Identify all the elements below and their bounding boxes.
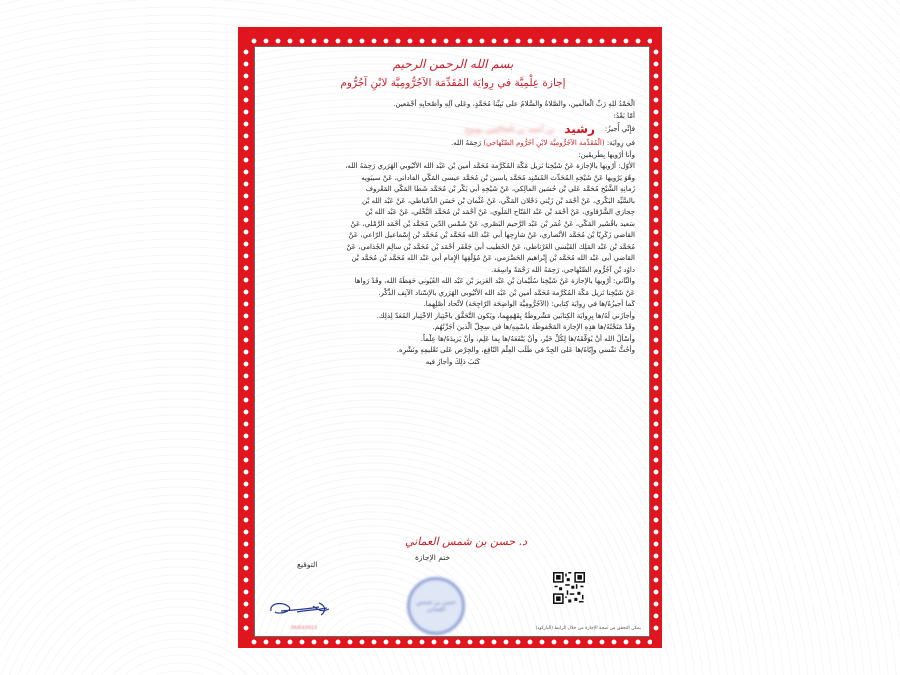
body-line: وأَجازَني لَهُ/ها بِرِوايَة الكِتابَين مَشْروطَةٌ بِفَهْمِهِما، ويَكون التَّحَقُّق باخْتِبار الاخْتِبار المُعَدّ لِذلِك. <box>376 311 635 320</box>
body-line: مُحَمَّد بْن عَبْد المَلِك القَيْسي الغَرْناطي، عَنْ الخَطيب أَبي جَعْفَر أَحْمَد بْن مُحَمَّد بْن سالِم الجُذامي، عَنْ <box>346 242 635 251</box>
riwaya-book: (الْمُقَدِّمة الآجُرُّومِيَّة لابْنِ آجُرُّوم الصِّنْهاجي) <box>483 139 605 147</box>
body-line: وأَحُثُّ نَفْسي وإِيّاهُ/ها عَلى الجِدّ في طَلَب العِلْم النّافِع، والحِرْص عَلى تَعْليمِهِ ونَشْرِه. <box>396 346 635 354</box>
certificate-page <box>254 46 650 637</box>
certificate-footer <box>255 517 649 637</box>
body-line: كَما أُجيزُهُ/ها في رِوايَة كِتابي: (الآجُرُّومِيَّة الواضِحَة الرّاجِحَة) لاتِّحاد أَصْلِهِما. <box>423 300 635 308</box>
certificate-content <box>271 55 635 368</box>
amma-bad-line: أمّا بَعْدُ: <box>613 111 635 120</box>
frame-scallop-bottom <box>248 638 652 646</box>
stamp-text: حسن بن شمس العماني <box>416 599 456 613</box>
grantee-name: رشيد <box>564 122 595 137</box>
certificate-stamp <box>407 577 465 635</box>
body-line: القاضي زَكَرِيّا بْن مُحَمَّد الأَنْصاري، عَنْ شارِحِها أَبي عَبْد الله مُحَمَّد بْن مُحَمَّد بْن إِسْماعيل الرّاعي، عَنْ <box>348 231 635 239</box>
body-line: الأوّل: أَرْويها بالإجازة عَنْ شَيْخِنا نَزيل مَكَّة المُكَرَّمة مُحَمَّد أَمين بْن عَبْد الله الأُتْيُوبي الهَرَري رَحِمَهُ الله، <box>345 162 635 170</box>
issue-date: 06/03/2023 <box>291 626 317 631</box>
body-line: وقَدْ مَنَحْتُهُ/ها هذِهِ الإجازة المَحْفوظَة باسْمِهِ/ها في سِجِلّ الَّذين أَجَزْتُهُم. <box>432 323 635 331</box>
body-line: بالسَّيِّد البَكْري، عَنْ أَحْمَد بْن زَيْني دَحْلان المَكّي، عَنْ عُثْمان بْن حَسَن الدِّمْياطي، عَنْ عَبْد الله بْن <box>362 196 635 205</box>
verification-note: يمكن التحقق من صحة الإجازة من خلال الرابط (الباركود) <box>535 626 641 631</box>
body-line: حِجازي الشَّرْقاوي، عَنْ أَحْمَد بْن عَبْد الفَتّاح المَلَوي، عَنْ أَحْمَد بْن مُحَمَّد النَّخْلي، عَنْ عَبْد الله بْن <box>365 208 635 216</box>
signature-label: التوقيع <box>297 560 318 569</box>
grantee-name-rest: بن أحمد بن الحاكمين يونوع <box>464 125 555 135</box>
body-line: عَنْ شَيْخِنا نَزيل مَكَّة المُكَرَّمة مُحَمَّد أَمين بْن عَبْد الله الأُتْيُوبي الهَرَري بالإسْناد الآنِف الذِّكْر. <box>378 288 635 297</box>
body-line: وأنا أَرْويها بِطَريقَين: <box>578 150 635 159</box>
stamp-label: ختم الإجازة <box>415 553 451 562</box>
riwaya-prefix: في رِوايَة: <box>606 139 635 147</box>
frame-scallop-top <box>248 37 652 45</box>
frame-scallop-left <box>242 46 250 637</box>
body-line: وأَسْأَلُ الله أَنْ يُوَفِّقَهُ/ها لِكُلِّ خَيْر، وأَنْ يَنْفَعَهُ/ها بِما عَلِم، وأَنْ يَزيدَهُ/ها عِلْماً. <box>420 334 635 343</box>
praise-line: الْحَمْدُ للهِ رَبِّ الْعالَمين، والصَّلاةُ والسَّلامُ على نَبِيِّنا مُحَمَّدٍ، وعَلى آلِهِ وأَصْحابِهِ أَجْمَعين. <box>393 100 635 108</box>
body-line: داوُد بْن آجُرُّوم الصِّنْهاجي، رَحِمَهُ الله رَحْمَةً واسِعَة. <box>490 265 635 274</box>
riwaya-suffix: رَحِمَهُ الله. <box>451 139 482 147</box>
body-line: وهُوَ يَرْويها عَنْ شَيْخِهِ المُحَدِّث المُسْنِد مُحَمَّد ياسين بْن مُحَمَّد عيسى المَكّي الفاداني، عَنْ سيبَويه <box>361 173 635 182</box>
grantee-row <box>271 122 635 138</box>
signer-name: د. حسن بن شمس العماني <box>405 535 528 548</box>
basmala: بسم الله الرحمن الرحيم <box>392 57 514 71</box>
verification-qr-code[interactable] <box>553 572 585 604</box>
handwritten-signature <box>267 597 337 621</box>
body-line: والثّاني: أَرْويها بالإجازة عَنْ شَيْخِنا سُلَيْمان بْن عَبْد العَزيز بْن عَبْد الله العُيُوني حَفِظَهُ الله، وقَدْ رَواها <box>354 277 635 285</box>
grantee-prefix: فإِنِّي أُجيزُ: <box>604 125 635 134</box>
closing-line: كَتَبَ ذلِكَ وأَجازَ فيه <box>425 357 481 366</box>
riwaya-line <box>271 138 635 150</box>
body-line: سَعيد باقُشَير المَكّي، عَنْ عُمَر بْن عَبْد الرَّحيم البَصْري، عَنْ شَمْس الدّين مُحَمَّد بْن أَحْمَد الرَّمْلي، عَنْ <box>350 219 635 228</box>
certificate-title: إجازة عِلْمِيَّة في رِوايَة المُقَدِّمَة الآجُرُّومِيَّة لابْنِ آجُرُّوم <box>340 77 566 89</box>
body-line: زَمانِهِ الشَّيْخ مُحَمَّد عَلي بْن حُسَين المالِكي، عَنْ شَيْخِهِ أَبي بَكْر بْن مُحَمَّد شَطا المَكّي المَعْروف <box>365 185 635 193</box>
body-line: القاضي أَبي عَبْد الله مُحَمَّد بْن إِبْراهيم الحَضْرَمي، عَنْ مُؤَلِّفِها الإِمام أَبي عَبْد الله مُحَمَّد بْن مُحَمَّد بْن <box>351 254 635 262</box>
frame-scallop-right <box>652 46 660 637</box>
